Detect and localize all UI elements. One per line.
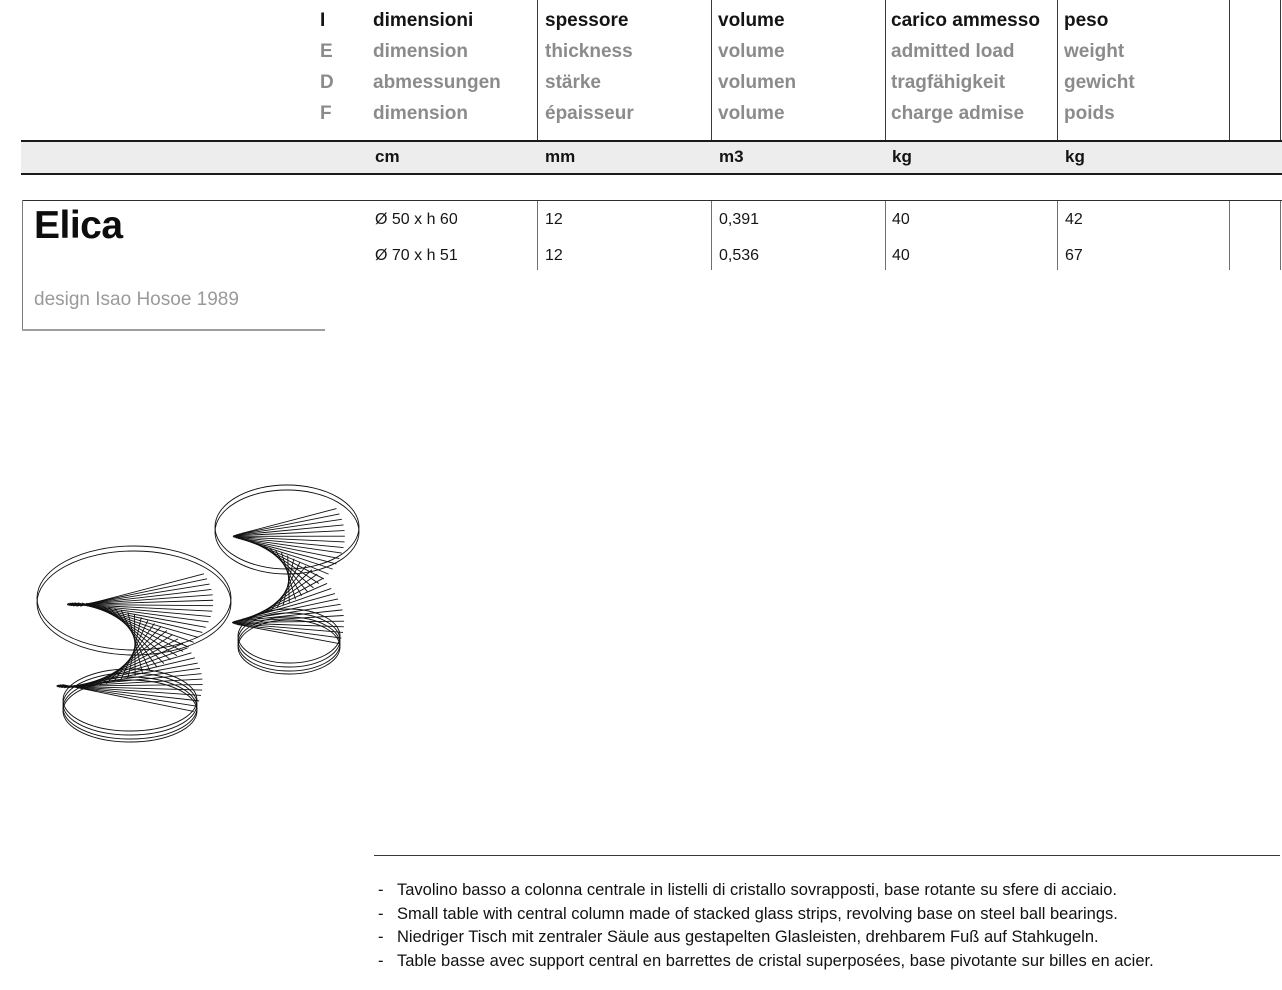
cell-volume: 0,391 — [719, 211, 760, 228]
column-divider — [1229, 201, 1230, 270]
column-divider — [1280, 201, 1281, 270]
column-header-weight — [1064, 5, 1135, 129]
column-label: volume — [718, 10, 785, 31]
language-code-d: D — [320, 72, 334, 93]
units-row — [21, 140, 1282, 175]
column-divider — [885, 201, 886, 270]
unit-thickness: mm — [545, 147, 576, 166]
column-label: dimension — [373, 103, 469, 124]
cell-thickness: 12 — [545, 247, 563, 264]
column-label: volume — [718, 41, 785, 62]
description-item-german — [374, 926, 1282, 950]
column-label: épaisseur — [545, 103, 634, 124]
column-label: poids — [1064, 103, 1115, 124]
description-text: Tavolino basso a colonna centrale in listelli di cristallo sovrapposti, base rotante su sfere di acciaio. — [397, 881, 1117, 899]
column-divider — [537, 0, 538, 140]
designer-credit: design Isao Hosoe 1989 — [34, 289, 239, 310]
list-dash: - — [378, 951, 384, 970]
column-label: thickness — [545, 41, 633, 62]
language-codes — [320, 5, 334, 129]
column-header-dimensions — [373, 5, 501, 129]
column-label: dimension — [373, 41, 469, 62]
description-rule — [374, 855, 1280, 856]
list-dash: - — [378, 904, 384, 923]
column-label: charge admise — [891, 103, 1025, 124]
column-label: stärke — [545, 72, 601, 93]
cell-weight: 42 — [1065, 211, 1083, 228]
description-text: Small table with central column made of stacked glass strips, revolving base on steel ball bearings. — [397, 904, 1118, 923]
language-code-i: I — [320, 10, 326, 31]
column-divider — [1057, 0, 1058, 140]
column-label: spessore — [545, 10, 629, 31]
language-code-f: F — [320, 103, 332, 124]
product-name: Elica — [34, 204, 123, 247]
column-divider — [885, 0, 886, 140]
list-dash: - — [378, 881, 384, 899]
cell-admitted-load: 40 — [892, 247, 910, 264]
cell-thickness: 12 — [545, 211, 563, 228]
column-header-admitted-load — [891, 5, 1040, 129]
description-item-french — [374, 950, 1282, 974]
list-dash: - — [378, 928, 384, 946]
description-item-italian — [374, 879, 1282, 903]
column-label: gewicht — [1064, 72, 1135, 93]
cell-dimensions: Ø 50 x h 60 — [375, 211, 458, 228]
unit-dimensions: cm — [375, 147, 400, 166]
language-code-e: E — [320, 41, 333, 62]
unit-weight: kg — [1065, 147, 1085, 166]
cell-admitted-load: 40 — [892, 211, 910, 228]
description-text: Niedriger Tisch mit zentraler Säule aus gestapelten Glasleisten, drehbarem Fuß auf Stahkugeln. — [397, 928, 1099, 946]
product-box-bottom-border — [22, 329, 325, 331]
column-label: volumen — [718, 72, 797, 93]
column-divider — [1280, 0, 1281, 140]
column-divider — [1057, 201, 1058, 270]
unit-volume: m3 — [719, 147, 744, 166]
unit-admitted-load: kg — [892, 147, 912, 166]
column-divider — [1229, 0, 1230, 140]
column-label: abmessungen — [373, 72, 501, 93]
cell-volume: 0,536 — [719, 247, 760, 264]
cell-weight: 67 — [1065, 247, 1083, 264]
column-divider — [711, 0, 712, 140]
column-divider — [537, 201, 538, 270]
column-divider — [711, 201, 712, 270]
cell-dimensions: Ø 70 x h 51 — [375, 247, 458, 264]
column-label: volume — [718, 103, 785, 124]
column-label: carico ammesso — [891, 10, 1040, 31]
column-label: weight — [1064, 41, 1125, 62]
description-item-english — [374, 903, 1282, 927]
column-label: admitted load — [891, 41, 1015, 62]
description-text: Table basse avec support central en barrettes de cristal superposées, base pivotante sur billes en acier. — [397, 951, 1154, 970]
product-illustration — [15, 450, 385, 770]
column-header-thickness — [545, 5, 634, 129]
column-label: dimensioni — [373, 10, 474, 31]
column-label: tragfähigkeit — [891, 72, 1006, 93]
column-header-volume — [718, 5, 796, 129]
product-box-left-border — [22, 200, 23, 331]
product-row-top-rule — [22, 200, 1282, 201]
description-list — [374, 879, 1282, 973]
column-label: peso — [1064, 10, 1109, 31]
